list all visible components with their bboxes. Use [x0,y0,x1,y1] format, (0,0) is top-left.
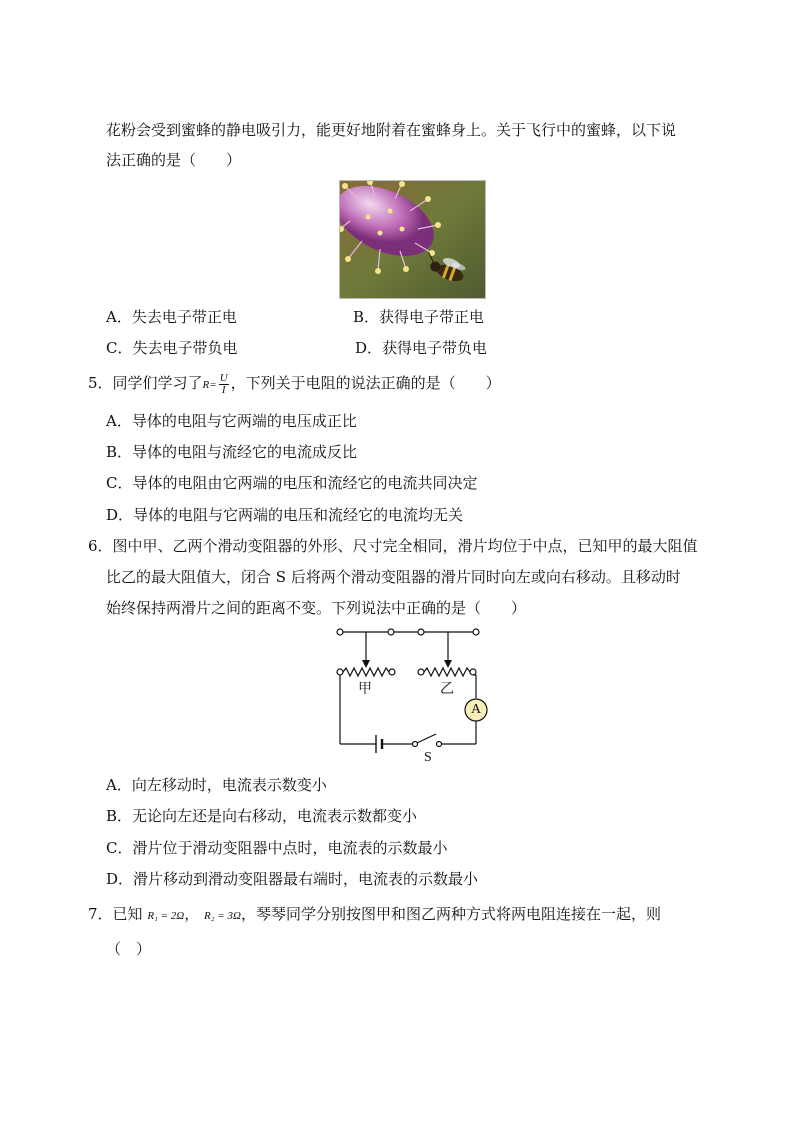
label-jia: 甲 [358,681,372,697]
q4-option-d: D．获得电子带负电 [355,339,488,357]
q7-prefix: 7．已知 [88,905,143,923]
q6-stem-line2: 比乙的最大阻值大，闭合 S 后将两个滑动变阻器的滑片同时向左或向右移动。且移动时 [106,568,681,586]
circuit-diagram [326,620,496,768]
bee-flower-photo [339,180,486,299]
q6-option-d: D．滑片移动到滑动变阻器最右端时，电流表的示数最小 [106,870,479,888]
q5-formula-den: I [221,384,226,397]
q4-text-line1: 花粉会受到蜜蜂的静电吸引力，能更好地附着在蜜蜂身上。关于飞行中的蜜蜂，以下说 [106,121,677,139]
q6-option-a: A．向左移动时，电流表示数变小 [106,776,327,794]
q4-option-b: B．获得电子带正电 [353,308,485,326]
q5-formula-lhs: R [202,379,210,391]
q5-formula-num: U [219,372,228,385]
q4-option-a: A．失去电子带正电 [106,308,237,326]
q6-option-b: B．无论向左还是向右移动，电流表示数都变小 [106,807,418,825]
q5-option-b: B．导体的电阻与流经它的电流成反比 [106,443,358,461]
q6-stem-line3: 始终保持两滑片之间的距离不变。下列说法中正确的是（ ） [106,599,527,617]
q6-option-c: C．滑片位于滑动变阻器中点时，电流表的示数最小 [106,839,448,857]
q5-option-d: D．导体的电阻与它两端的电压和流经它的电流均无关 [106,506,464,524]
q5-formula-fraction [219,373,229,396]
q7-r2: R₂ = 3Ω [204,910,241,922]
ammeter-label: A [471,702,482,717]
q4-text-line2: 法正确的是（ ） [106,151,242,169]
q4-option-c: C．失去电子带负电 [106,339,238,357]
q7-stem-line1 [88,904,661,926]
q5-option-a: A．导体的电阻与它两端的电压成正比 [106,412,357,430]
q5-suffix: ，下列关于电阻的说法正确的是（ ） [230,374,501,392]
q5-formula [202,372,231,397]
q7-stem-line2: （ ） [106,940,152,958]
q7-suffix: ，琴琴同学分别按图甲和图乙两种方式将两电阻连接在一起，则 [240,905,661,923]
q7-r1: R₁ = 2Ω [147,910,185,922]
q5-option-c: C．导体的电阻由它两端的电压和流经它的电流共同决定 [106,474,478,492]
q5-formula-eq: = [209,379,217,391]
switch-label: S [424,750,432,765]
label-yi: 乙 [440,681,454,697]
q5-stem [88,373,501,396]
q7-sep: ， [184,905,200,923]
q6-stem-line1: 6．图中甲、乙两个滑动变阻器的外形、尺寸完全相同，滑片均位于中点，已知甲的最大阻值 [88,537,698,555]
q5-prefix: 5．同学们学习了 [88,374,203,392]
